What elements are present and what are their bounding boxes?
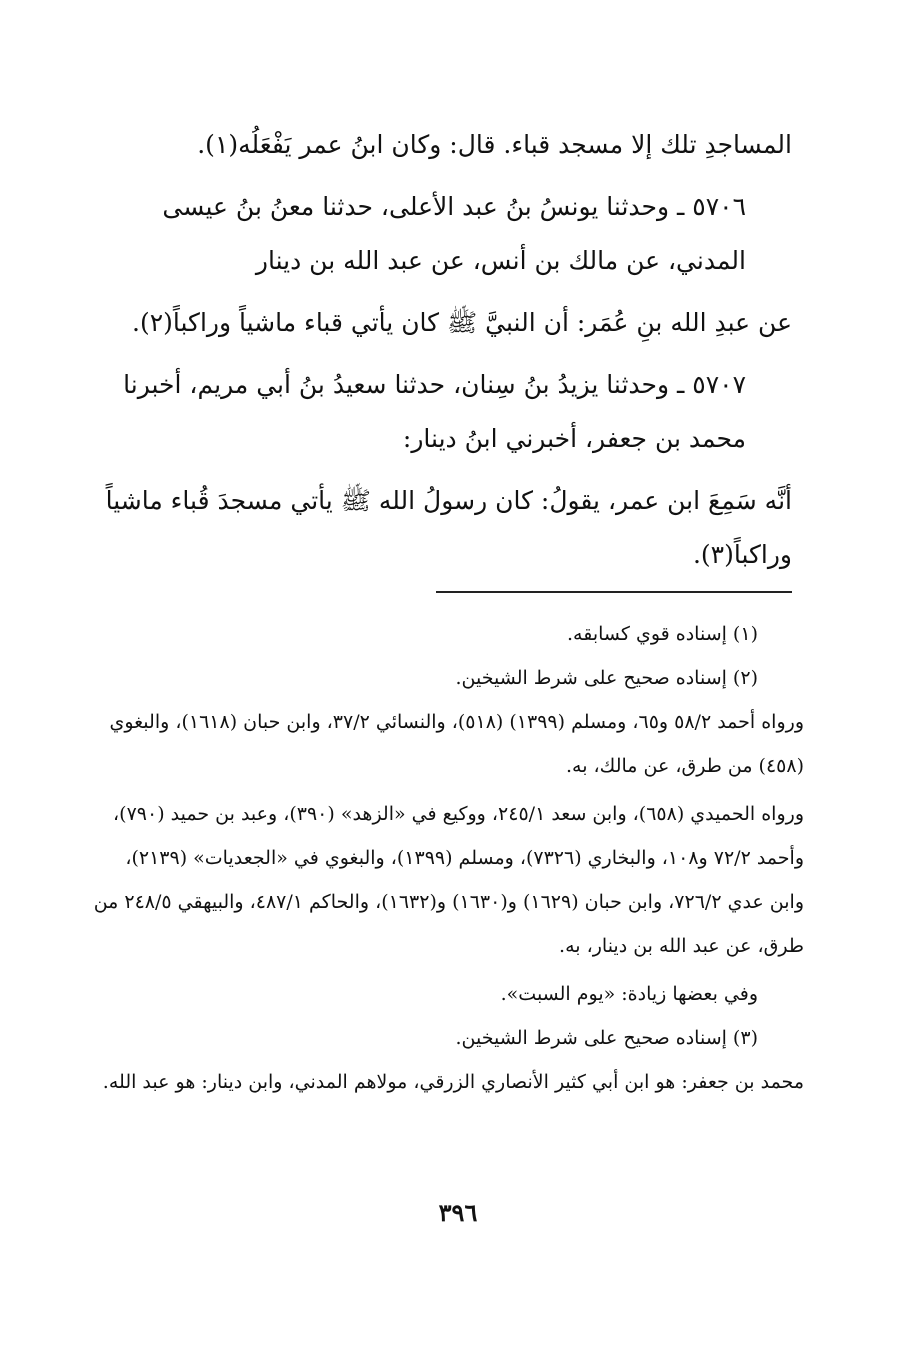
footnote-separator bbox=[436, 591, 792, 593]
text-line: المساجدِ تلك إلا مسجد قباء. قال: وكان ابنُ عمر يَفْعَلُه(١). bbox=[197, 130, 792, 159]
hadith-5707-matn: أنَّه سَمِعَ ابن عمر، يقولُ: كان رسولُ الله ﷺ يأتي مسجدَ قُباء ماشياً وراكباً(٣). bbox=[105, 486, 792, 569]
hadith-5706-matn: عن عبدِ الله بنِ عُمَر: أن النبيَّ ﷺ كان يأتي قباء ماشياً وراكباً(٢). bbox=[132, 308, 792, 337]
hadith-text bbox=[92, 118, 792, 590]
footnote-3-detail: محمد بن جعفر: هو ابن أبي كثير الأنصاري الزرقي، مولاهم المدني، وابن دينار: هو عبد الله. bbox=[102, 1071, 804, 1093]
footnote-2-detail: ورواه الحميدي (٦٥٨)، وابن سعد ٢٤٥/١، ووكيع في «الزهد» (٣٩٠)، وعبد بن حميد (٧٩٠)، وأحمد ٧٢/٢ و١٠٨، والبخاري (٧٣٢٦)، ومسلم (١٣٩٩)، والبغوي في «الجعديات» (٢١٣٩)، وابن عدي ٧٢٦/٢، وابن حبان (١٦٢٩) و(١٦٣٠) و(١٦٣٢)، والحاكم ٤٨٧/١، والبيهقي ٢٤٨/٥ من طرق، عن عبد الله بن دينار، به. bbox=[93, 803, 804, 957]
footnote-3: (٣) إسناده صحيح على شرط الشيخين. bbox=[455, 1027, 758, 1049]
footnotes bbox=[92, 612, 804, 1104]
hadith-5707-isnad: ٥٧٠٧ ـ وحدثنا يزيدُ بنُ سِنان، حدثنا سعيدُ بنُ أبي مريم، أخبرنا محمد بن جعفر، أخبرني ابنُ دينار: bbox=[123, 370, 746, 453]
hadith-5706-isnad: ٥٧٠٦ ـ وحدثنا يونسُ بنُ عبد الأعلى، حدثنا معنُ بنُ عيسى المدني، عن مالك بن أنس، عن عبد الله بن دينار bbox=[162, 192, 746, 275]
footnote-1: (١) إسناده قوي كسابقه. bbox=[567, 623, 758, 645]
footnote-2-detail: ورواه أحمد ٥٨/٢ و٦٥، ومسلم (١٣٩٩) (٥١٨)، والنسائي ٣٧/٢، وابن حبان (١٦١٨)، والبغوي (٤٥٨) من طرق، عن مالك، به. bbox=[109, 711, 804, 777]
footnote-2-detail: وفي بعضها زيادة: «يوم السبت». bbox=[500, 983, 758, 1005]
page-number: ٣٩٦ bbox=[438, 1198, 478, 1227]
footnote-2: (٢) إسناده صحيح على شرط الشيخين. bbox=[455, 667, 758, 689]
